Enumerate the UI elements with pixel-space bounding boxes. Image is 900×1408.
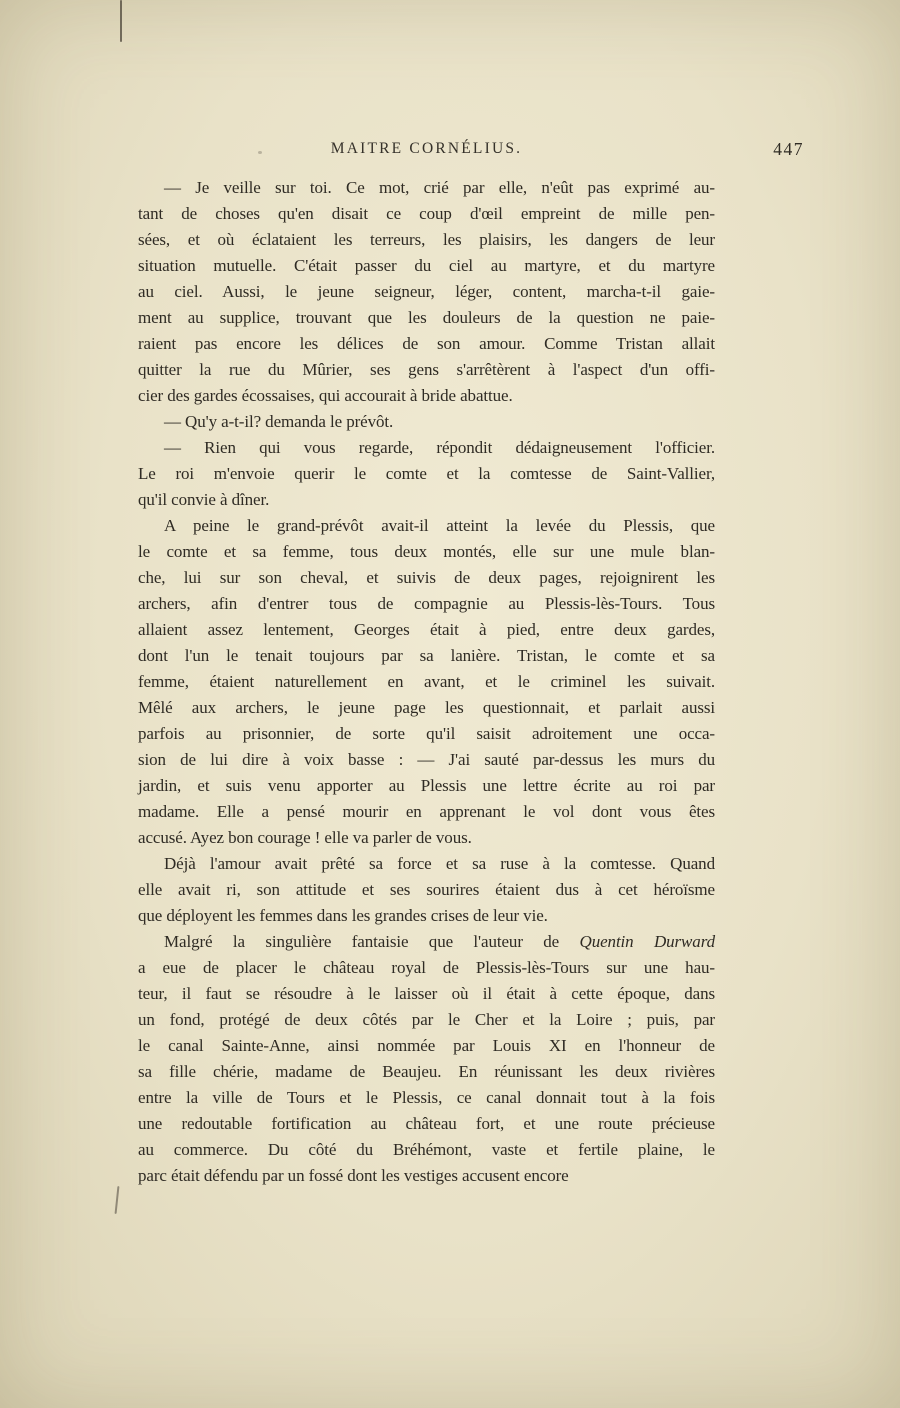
- text-segment: au commerce. Du côté du Bréhémont, vaste et fertile plaine, le: [138, 1140, 715, 1159]
- text-line: [138, 1111, 715, 1137]
- paragraph: [138, 435, 715, 513]
- paragraph: [138, 513, 715, 851]
- page-body: [138, 175, 715, 1189]
- paragraph: [138, 929, 715, 1189]
- text-segment: parc était défendu par un fossé dont les vestiges accusent encore: [138, 1166, 569, 1185]
- text-segment: quitter la rue du Mûrier, ses gens s'arrêtèrent à l'aspect d'un offi-: [138, 360, 715, 379]
- text-line: [138, 617, 715, 643]
- running-title: MAITRE CORNÉLIUS.: [330, 140, 523, 157]
- text-line: [138, 487, 715, 513]
- text-line: [138, 1007, 715, 1033]
- text-line: [138, 513, 715, 539]
- text-line: [138, 747, 715, 773]
- scan-artifact-top-left: [120, 0, 122, 42]
- text-line: [138, 461, 715, 487]
- text-segment: ment au supplice, trouvant que les douleurs de la question ne paie-: [138, 308, 715, 327]
- text-line: [138, 175, 715, 201]
- text-line: [138, 903, 715, 929]
- paragraph: [138, 409, 715, 435]
- text-segment: Déjà l'amour avait prêté sa force et sa ruse à la comtesse. Quand: [164, 854, 715, 873]
- text-line: [138, 799, 715, 825]
- text-segment: allaient assez lentement, Georges était à pied, entre deux gardes,: [138, 620, 715, 639]
- text-line: [138, 877, 715, 903]
- text-line: [138, 851, 715, 877]
- text-segment: le canal Sainte-Anne, ainsi nommée par Louis XI en l'honneur de: [138, 1036, 715, 1055]
- text-segment: parfois au prisonnier, de sorte qu'il saisit adroitement une occa-: [138, 724, 715, 743]
- text-segment: le comte et sa femme, tous deux montés, elle sur une mule blan-: [138, 542, 715, 561]
- text-segment: — Je veille sur toi. Ce mot, crié par elle, n'eût pas exprimé au-: [164, 178, 715, 197]
- text-segment: — Rien qui vous regarde, répondit dédaigneusement l'officier.: [164, 438, 715, 457]
- text-segment: une redoutable fortification au château fort, et une route précieuse: [138, 1114, 715, 1133]
- text-segment: un fond, protégé de deux côtés par le Cher et la Loire ; puis, par: [138, 1010, 715, 1029]
- text-segment: sées, et où éclataient les terreurs, les plaisirs, les dangers de leur: [138, 230, 715, 249]
- text-line: [138, 1033, 715, 1059]
- text-segment: cier des gardes écossaises, qui accourait à bride abattue.: [138, 386, 513, 405]
- italic-text: Quentin Durward: [579, 932, 715, 951]
- text-segment: que déployent les femmes dans les grandes crises de leur vie.: [138, 906, 548, 925]
- text-line: [138, 1163, 715, 1189]
- text-segment: femme, étaient naturellement en avant, et le criminel les suivait.: [138, 672, 715, 691]
- text-line: [138, 669, 715, 695]
- text-segment: a eue de placer le château royal de Plessis-lès-Tours sur une hau-: [138, 958, 715, 977]
- text-segment: entre la ville de Tours et le Plessis, ce canal donnait tout à la fois: [138, 1088, 715, 1107]
- text-line: [138, 539, 715, 565]
- text-segment: archers, afin d'entrer tous de compagnie au Plessis-lès-Tours. Tous: [138, 594, 715, 613]
- page-header: [138, 140, 715, 158]
- text-segment: Mêlé aux archers, le jeune page les questionnait, et parlait aussi: [138, 698, 715, 717]
- text-line: [138, 331, 715, 357]
- text-line: [138, 955, 715, 981]
- text-line: [138, 357, 715, 383]
- text-segment: Malgré la singulière fantaisie que l'auteur de: [164, 932, 580, 951]
- text-line: [138, 773, 715, 799]
- text-line: [138, 1059, 715, 1085]
- text-segment: sion de lui dire à voix basse : — J'ai sauté par-dessus les murs du: [138, 750, 715, 769]
- text-line: [138, 591, 715, 617]
- text-line: [138, 253, 715, 279]
- text-segment: A peine le grand-prévôt avait-il atteint la levée du Plessis, que: [164, 516, 715, 535]
- text-segment: madame. Elle a pensé mourir en apprenant le vol dont vous êtes: [138, 802, 715, 821]
- text-line: [138, 565, 715, 591]
- text-line: [138, 409, 715, 435]
- page-number: 447: [773, 139, 804, 159]
- text-segment: accusé. Ayez bon courage ! elle va parler de vous.: [138, 828, 472, 847]
- paragraph: [138, 175, 715, 409]
- text-line: [138, 227, 715, 253]
- text-line: [138, 305, 715, 331]
- text-line: [138, 279, 715, 305]
- text-line: [138, 435, 715, 461]
- text-segment: che, lui sur son cheval, et suivis de deux pages, rejoignirent les: [138, 568, 715, 587]
- text-segment: dont l'un le tenait toujours par sa lanière. Tristan, le comte et sa: [138, 646, 715, 665]
- text-segment: situation mutuelle. C'était passer du ciel au martyre, et du martyre: [138, 256, 715, 275]
- text-segment: raient pas encore les délices de son amour. Comme Tristan allait: [138, 334, 715, 353]
- text-line: [138, 643, 715, 669]
- text-line: [138, 695, 715, 721]
- text-line: [138, 1137, 715, 1163]
- text-segment: Le roi m'envoie querir le comte et la comtesse de Saint-Vallier,: [138, 464, 715, 483]
- text-segment: sa fille chérie, madame de Beaujeu. En réunissant les deux rivières: [138, 1062, 715, 1081]
- text-segment: tant de choses qu'en disait ce coup d'œil empreint de mille pen-: [138, 204, 715, 223]
- text-line: [138, 383, 715, 409]
- text-line: [138, 981, 715, 1007]
- text-line: [138, 825, 715, 851]
- text-segment: — Qu'y a-t-il? demanda le prévôt.: [164, 412, 394, 431]
- paragraph: [138, 851, 715, 929]
- text-segment: teur, il faut se résoudre à le laisser où il était à cette époque, dans: [138, 984, 715, 1003]
- text-line: [138, 201, 715, 227]
- text-segment: qu'il convie à dîner.: [138, 490, 270, 509]
- text-segment: elle avait ri, son attitude et ses sourires étaient dus à cet héroïsme: [138, 880, 715, 899]
- scan-artifact-left-mid: [115, 1186, 120, 1214]
- text-line: [138, 1085, 715, 1111]
- text-line: [138, 721, 715, 747]
- text-segment: au ciel. Aussi, le jeune seigneur, léger, content, marcha-t-il gaie-: [138, 282, 715, 301]
- text-segment: jardin, et suis venu apporter au Plessis une lettre écrite au roi par: [138, 776, 715, 795]
- text-line: [138, 929, 715, 955]
